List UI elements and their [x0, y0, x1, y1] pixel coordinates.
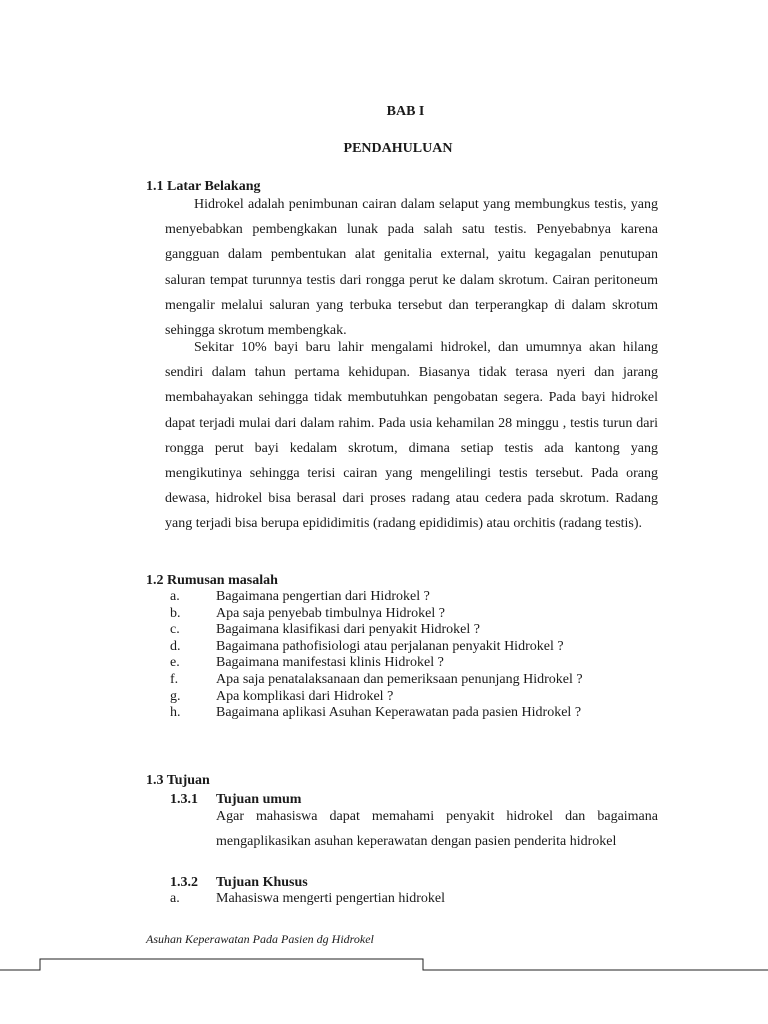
list-item-text: Bagaimana manifestasi klinis Hidrokel ? — [216, 655, 444, 671]
list-marker: b. — [170, 605, 181, 621]
list-item-text: Mahasiswa mengerti pengertian hidrokel — [216, 891, 445, 906]
list-marker: f. — [170, 671, 179, 687]
subsection-number: 1.3.1 — [170, 792, 198, 807]
section-heading-rumusan-masalah: 1.2 Rumusan masalah — [146, 573, 278, 588]
rumusan-masalah-list — [170, 589, 670, 722]
list-marker: g. — [170, 688, 181, 704]
tujuan-khusus-list — [170, 891, 670, 908]
list-item-text: Apa saja penyebab timbulnya Hidrokel ? — [216, 605, 445, 621]
chapter-subtitle: PENDAHULUAN — [343, 141, 453, 156]
list-item-text: Apa komplikasi dari Hidrokel ? — [216, 688, 394, 704]
footer-border-line — [0, 956, 768, 976]
paragraph-hidrokel-definition: Hidrokel adalah penimbunan cairan dalam selaput yang membungkus testis, yang menyebabkan pembengkakan lunak pada salah satu testis. Penyebabnya karena gangguan dalam pembentukan alat genitalia external, yaitu kegagalan penutupan saluran tempat turunnya testis dari rongga perut ke dalam skrotum. Cairan peritoneum mengalir melalui saluran yang terbuka tersebut dan terperangkap di dalam skrotum sehingga skrotum membengkak. — [165, 197, 658, 339]
subsection-title: Tujuan umum — [216, 792, 302, 807]
subsection-title: Tujuan Khusus — [216, 875, 308, 890]
list-marker: h. — [170, 705, 181, 721]
list-marker: d. — [170, 638, 181, 654]
list-item — [170, 655, 670, 672]
list-item — [170, 891, 670, 908]
chapter-title: BAB I — [386, 104, 425, 119]
list-item-text: Bagaimana pathofisiologi atau perjalanan penyakit Hidrokel ? — [216, 638, 564, 654]
list-item — [170, 705, 670, 722]
section-heading-tujuan: 1.3 Tujuan — [146, 773, 210, 788]
list-marker: e. — [170, 655, 180, 671]
list-item — [170, 689, 670, 706]
list-item — [170, 589, 670, 606]
list-item — [170, 622, 670, 639]
list-marker: c. — [170, 622, 180, 638]
list-marker: a. — [170, 589, 180, 604]
list-marker: a. — [170, 891, 180, 906]
list-item-text: Bagaimana klasifikasi dari penyakit Hidrokel ? — [216, 622, 480, 638]
list-item-text: Bagaimana aplikasi Asuhan Keperawatan pada pasien Hidrokel ? — [216, 705, 582, 721]
paragraph-tujuan-umum: Agar mahasiswa dapat memahami penyakit hidrokel dan bagaimana mengaplikasikan asuhan keperawatan dengan pasien penderita hidrokel — [216, 809, 658, 849]
subsection-number: 1.3.2 — [170, 875, 198, 890]
section-heading-latar-belakang: 1.1 Latar Belakang — [146, 179, 261, 194]
page-footer-text: Asuhan Keperawatan Pada Pasien dg Hidrokel — [146, 932, 374, 946]
list-item-text: Bagaimana pengertian dari Hidrokel ? — [216, 589, 430, 604]
paragraph-hidrokel-prevalence: Sekitar 10% bayi baru lahir mengalami hidrokel, dan umumnya akan hilang sendiri dalam tahun pertama kehidupan. Biasanya tidak terasa nyeri dan jarang membahayakan sehingga tidak membutuhkan pengobatan segera. Pada bayi hidrokel dapat terjadi mulai dari dalam rahim. Pada usia kehamilan 28 minggu , testis turun dari rongga perut bayi kedalam skrotum, dimana setiap testis ada kantong yang mengikutinya sehingga terisi cairan yang mengelilingi testis tersebut. Pada orang dewasa, hidrokel bisa berasal dari proses radang atau cedera pada skrotum. Radang yang terjadi bisa berupa epididimitis (radang epididimis) atau orchitis (radang testis). — [165, 340, 658, 532]
list-item — [170, 606, 670, 623]
subsection-heading-tujuan-khusus — [170, 875, 308, 891]
list-item — [170, 672, 670, 689]
list-item-text: Apa saja penatalaksanaan dan pemeriksaan penunjang Hidrokel ? — [216, 671, 583, 687]
list-item — [170, 639, 670, 656]
